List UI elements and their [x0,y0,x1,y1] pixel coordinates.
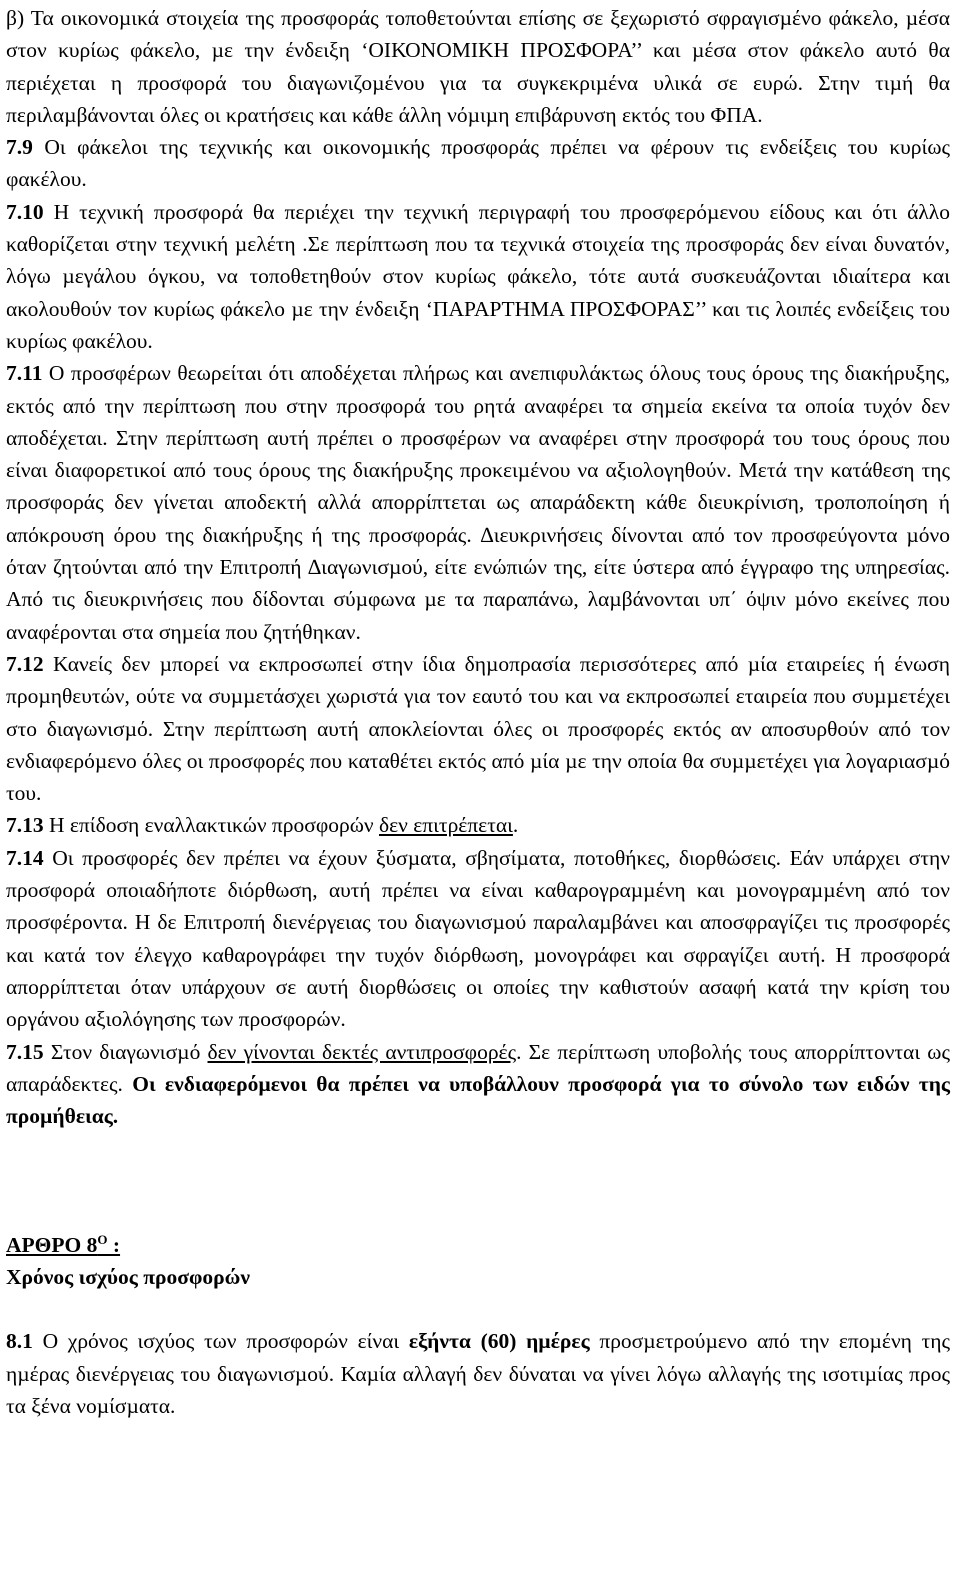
section-text-mid: . Σε περίπτωση υποβολής τους απορρίπτονται ως απαράδεκτες. [6,1039,950,1096]
section-7-13 [6,809,950,841]
article-8-heading [6,1229,950,1261]
section-text: Ο χρόνος ισχύος των προσφορών είναι [32,1329,409,1354]
section-7-11 [6,357,950,648]
section-7-9 [6,131,950,196]
section-text: Οι φάκελοι της τεχνικής και οικονοµικής προσφοράς πρέπει να φέρουν τις ενδείξεις του κυρίως φακέλου. [6,135,950,192]
article-subtitle-text: Χρόνος ισχύος προσφορών [6,1265,250,1290]
paragraph-beta [6,2,950,131]
section-text: Η τεχνική προσφορά θα περιέχει την τεχνική περιγραφή του προσφερόµενου είδους και ότι άλλο καθορίζεται στην τεχνική µελέτη .Σε περίπτωση που τα τεχνικά στοιχεία της προσφοράς δεν είναι δυνατόν, λόγω µεγάλου όγκου, να τοποθετηθούν στον κυρίως φάκελο, τότε αυτά συσκευάζονται ιδιαίτερα και ακολουθούν τον κυρίως φάκελο µε την ένδειξη ‘ΠΑΡΑΡΤΗΜΑ ΠΡΟΣΦΟΡΑΣ’’ και τις λοιπές ενδείξεις του κυρίως φακέλου. [6,199,950,353]
section-number: 7.12 [6,651,44,676]
section-8-1 [6,1325,950,1422]
section-number: 7.9 [6,135,33,160]
section-text-end: . [512,813,519,838]
section-7-14 [6,842,950,1036]
section-number: 7.14 [6,845,44,870]
section-number: 8.1 [6,1329,33,1354]
section-7-10 [6,196,950,357]
section-text: Η επίδοση εναλλακτικών προσφορών [43,813,379,838]
article-8-subtitle [6,1261,950,1293]
section-number: 7.13 [6,813,44,838]
paragraph-beta-text: β) Τα οικονοµικά στοιχεία της προσφοράς τοποθετούνται επίσης σε ξεχωριστό σφραγισµένο φάκελο, µέσα στον κυρίως φάκελο, µε την ένδειξη ‘ΟΙΚΟΝΟΜΙΚΗ ΠΡΟΣΦΟΡΑ’’ και µέσα στον φάκελο αυτό θα περιέχεται η προσφορά του διαγωνιζοµένου για τα συγκεκριµένα υλικά σε ευρώ. Στην τιµή θα περιλαµβάνονται όλες οι κρατήσεις και κάθε άλλη νόµιµη επιβάρυνση εκτός του ΦΠΑ. [6,6,950,127]
article-title-superscript: Ο [97,1232,108,1248]
section-text-end: προσµετρούµενο από την εποµένη της ηµέρας διενέργειας του διαγωνισµού. Καµία αλλαγή δεν δύναται να γίνει λόγω αλλαγής της ισοτιµίας προς τα ξένα νοµίσµατα. [6,1329,950,1418]
underlined-text: δεν επιτρέπεται [379,813,513,838]
bold-text: εξήντα (60) ηµέρες [408,1329,590,1354]
section-7-12 [6,648,950,809]
spacer [6,1132,950,1229]
section-number: 7.15 [6,1039,44,1064]
bold-text: Οι ενδιαφερόµενοι θα πρέπει να υποβάλλουν προσφορά για το σύνολο των ειδών της προµήθειας. [6,1071,950,1129]
section-number: 7.11 [6,361,43,386]
section-text: Οι προσφορές δεν πρέπει να έχουν ξύσµατα, σβησίµατα, ποτοθήκες, διορθώσεις. Εάν υπάρχει στην προσφορά οποιαδήποτε διόρθωση, αυτή πρέπει να είναι καθαρογραµµένη και µονογραµµένη από τον προσφέροντα. Η δε Επιτροπή διενέργειας του διαγωνισµού παραλαµβάνει και αποσφραγίζει τις προσφορές και κατά τον έλεγχο καθαρογράφει την τυχόν διόρθωση, µονογράφει και σφραγίζει αυτή. Η προσφορά απορρίπτεται όταν υπάρχουν σε αυτή διορθώσεις οι οποίες την καθιστούν ασαφή κατά την κρίση του οργάνου αξιολόγησης των προσφορών. [6,845,950,1032]
spacer [6,1293,950,1325]
section-text: Στον διαγωνισµό [43,1039,208,1064]
underlined-text: δεν γίνονται δεκτές αντιπροσφορές [207,1039,517,1064]
article-title-colon: : [107,1233,121,1258]
section-7-15 [6,1036,950,1133]
article-title-text: ΑΡΘΡΟ 8 [6,1233,98,1258]
section-text: Κανείς δεν µπορεί να εκπροσωπεί στην ίδια δηµοπρασία περισσότερες από µία εταιρείες ή ένωση προµηθευτών, ούτε να συµµετάσχει χωριστά για τον εαυτό του και να εκπροσωπεί εταιρεία που συµµετέχει στο διαγωνισµό. Στην περίπτωση αυτή αποκλείονται όλες οι προσφορές εκτός αν αποσυρθούν από τον ενδιαφερόµενο όλες οι προσφορές που καταθέτει εκτός από µία µε την οποία θα συµµετέχει για λογαριασµό του. [6,651,950,806]
article-title [6,1233,120,1257]
section-number: 7.10 [6,199,44,224]
section-text: Ο προσφέρων θεωρείται ότι αποδέχεται πλήρως και ανεπιφυλάκτως όλους τους όρους της διακήρυξης, εκτός από την περίπτωση που στην προσφορά του ρητά αναφέρει τα σηµεία εκείνα τα οποία τυχόν δεν αποδέχεται. Στην περίπτωση αυτή πρέπει ο προσφέρων να αναφέρει στην προσφορά του τους όρους που είναι διαφορετικοί από τους όρους της διακήρυξης προκειµένου να αξιολογηθούν. Μετά την κατάθεση της προσφοράς δεν γίνεται αποδεκτή αλλά απορρίπτεται ως απαράδεκτη κάθε διευκρίνιση, τροποποίηση ή απόκρουση όρου της διακήρυξης ή της προσφοράς. ∆ιευκρινήσεις δίνονται από τον προσφεύγοντα µόνο όταν ζητούνται από την Επιτροπή ∆ιαγωνισµού, είτε ενώπιών της, είτε ύστερα από έγγραφο της υπηρεσίας. Από τις διευκρινήσεις που δίδονται σύµφωνα µε τα παραπάνω, λαµβάνονται υπ΄ όψιν µόνο εκείνες που αναφέρονται στα σηµεία που ζητήθηκαν. [6,361,950,644]
